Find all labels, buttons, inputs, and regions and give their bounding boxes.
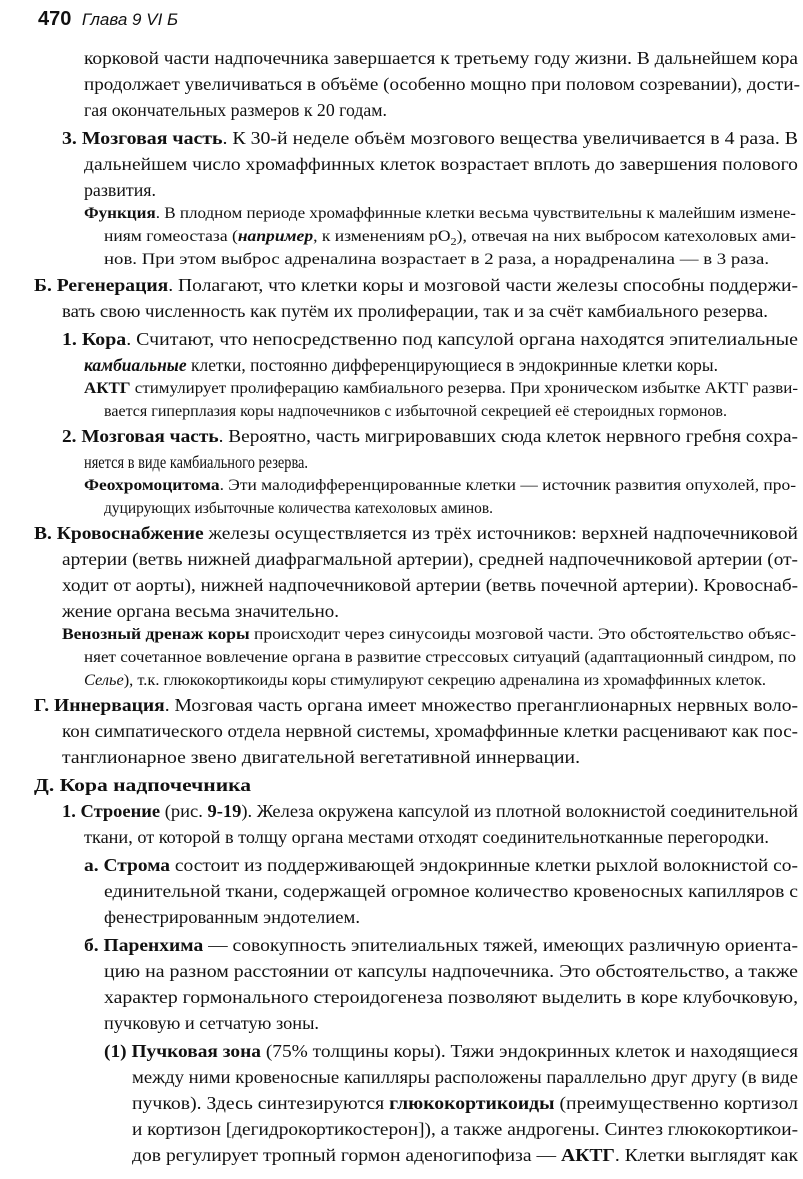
text-line-content bbox=[62, 603, 339, 621]
text-run: стимулирует пролиферацию камбиального резерва. При хроническом избытке АКТГ разви- bbox=[130, 380, 798, 397]
text-line bbox=[62, 747, 581, 767]
text-run: ). Железа окружена капсулой из плотной волокнистой соединительной bbox=[241, 801, 798, 821]
text-line bbox=[104, 228, 797, 249]
text-run: . Мозговая часть органа имеет множество преганглионарных нервных воло- bbox=[164, 695, 799, 715]
text-run: камбиальные bbox=[84, 355, 187, 375]
text-line-content bbox=[84, 357, 718, 375]
text-line bbox=[34, 523, 799, 543]
text-run: 3. Мозговая часть bbox=[62, 128, 223, 148]
text-line bbox=[104, 961, 798, 981]
text-line bbox=[104, 1013, 319, 1033]
text-line bbox=[84, 154, 798, 174]
text-run: цию на разном расстоянии от капсулы надпочечника. Это обстоятельство, а также bbox=[104, 961, 798, 981]
text-line-content bbox=[84, 76, 800, 94]
text-line bbox=[132, 1145, 798, 1165]
text-run: единительной ткани, содержащей огромное количество кровеносных капилляров с bbox=[104, 881, 798, 901]
text-run: (рис. bbox=[160, 801, 208, 821]
text-line bbox=[84, 649, 796, 666]
text-line-content bbox=[84, 381, 798, 396]
text-line bbox=[104, 501, 492, 516]
text-line bbox=[84, 477, 797, 494]
text-line-content bbox=[104, 501, 493, 516]
text-run: 2 bbox=[450, 236, 457, 249]
text-line-content bbox=[132, 1121, 798, 1139]
text-run: состоит из поддерживающей эндокринные клетки рыхлой волокнистой со- bbox=[170, 855, 799, 875]
text-line bbox=[84, 205, 796, 222]
text-run: В. Кровоснабжение bbox=[34, 523, 204, 543]
text-line-content bbox=[132, 1069, 798, 1087]
text-run: между ними кровеносные капилляры расположены параллельно друг другу (в виде bbox=[132, 1067, 798, 1087]
text-line-content bbox=[84, 102, 387, 120]
text-line bbox=[34, 695, 799, 715]
text-line-content bbox=[34, 525, 798, 543]
text-line-content bbox=[84, 937, 798, 955]
text-run: развития. bbox=[84, 180, 157, 200]
text-line bbox=[84, 357, 723, 375]
text-run: ), т.к. глюкокортикоиды коры стимулируют секрецию адреналина из хромаффинных клеток. bbox=[123, 672, 767, 689]
text-line-content bbox=[84, 50, 798, 68]
text-line bbox=[104, 1041, 799, 1061]
text-line-content bbox=[62, 130, 798, 148]
text-run: ниям гомеостаза ( bbox=[104, 228, 238, 245]
text-line bbox=[132, 1093, 799, 1113]
text-line-content bbox=[104, 989, 798, 1007]
text-run: характер гормонального стероидогенеза позволяют выделить в коре клубочковую, bbox=[104, 987, 799, 1007]
text-run: 1. Строение bbox=[62, 801, 161, 821]
text-run: гая окончательных размеров к 20 годам. bbox=[84, 100, 387, 120]
text-run: железы осуществляется из трёх источников: верхней надпочечниковой bbox=[203, 523, 799, 543]
text-line-content bbox=[62, 331, 798, 349]
text-line-content bbox=[104, 404, 727, 419]
text-line-content bbox=[104, 1043, 798, 1061]
text-run: кон симпатического отдела нервной системы, хромаффинные клетки расценивают как пос- bbox=[62, 721, 798, 741]
text-line-content bbox=[84, 829, 769, 847]
text-line bbox=[62, 128, 798, 148]
text-line-content bbox=[104, 963, 798, 981]
text-line-content bbox=[34, 777, 251, 795]
text-line bbox=[84, 74, 800, 94]
text-run: танглионарное звено двигательной вегетативной иннервации. bbox=[62, 747, 581, 767]
text-run: , к изменениям pO bbox=[313, 228, 451, 245]
text-line-content bbox=[104, 229, 796, 248]
text-line bbox=[104, 987, 799, 1007]
text-line bbox=[84, 100, 387, 120]
text-run: корковой части надпочечника завершается к третьему году жизни. В дальнейшем кора bbox=[84, 48, 798, 68]
text-run: Г. Иннервация bbox=[34, 695, 165, 715]
text-line-content bbox=[84, 478, 796, 493]
text-line-content bbox=[104, 883, 798, 901]
text-run: ткани, от которой в толщу органа местами отходят соединительнотканные перегородки. bbox=[84, 827, 769, 847]
text-line bbox=[62, 301, 768, 321]
text-line bbox=[84, 855, 799, 875]
text-line-content bbox=[84, 673, 766, 688]
text-line bbox=[62, 626, 797, 643]
text-line bbox=[84, 827, 769, 847]
text-run: . Считают, что непосредственно под капсулой органа находятся эпителиальные bbox=[126, 329, 798, 349]
text-run: пучковую и сетчатую зоны. bbox=[104, 1013, 319, 1033]
text-line-content bbox=[62, 723, 798, 741]
page-number: 470 bbox=[38, 8, 72, 30]
text-run: (75% толщины коры). Тяжи эндокринных клеток и находящиеся bbox=[260, 1041, 799, 1061]
text-line bbox=[104, 907, 360, 927]
text-run: Феохромоцитома bbox=[84, 477, 220, 494]
text-run: . Вероятно, часть мигрировавших сюда клеток нервного гребня сохра- bbox=[218, 426, 798, 446]
text-line-content bbox=[62, 749, 580, 767]
text-run: 2. Мозговая часть bbox=[62, 426, 219, 446]
text-line bbox=[34, 275, 798, 295]
text-line bbox=[34, 775, 252, 795]
text-run: дальнейшем число хромаффинных клеток возрастает вплоть до завершения полового bbox=[84, 154, 798, 174]
text-line-content bbox=[84, 454, 308, 472]
text-run: ), отвечая на них выбросом катехоловых ами- bbox=[456, 228, 797, 245]
text-run: . Клетки выглядят как bbox=[614, 1145, 798, 1165]
text-run: . В плодном периоде хромаффинные клетки весьма чувствительны к малейшим измене- bbox=[155, 205, 796, 222]
text-line bbox=[62, 801, 798, 821]
text-run: жение органа весьма значительно. bbox=[62, 601, 339, 621]
text-run: продолжает увеличиваться в объёме (особенно мощно при половом созревании), дости- bbox=[84, 74, 800, 94]
text-line bbox=[132, 1067, 798, 1087]
text-line-content bbox=[34, 277, 798, 295]
text-line bbox=[104, 403, 727, 420]
text-run: АКТГ bbox=[84, 380, 131, 397]
text-run: б. Паренхима bbox=[84, 935, 204, 955]
text-run: Функция bbox=[84, 205, 156, 222]
text-run: пучков). Здесь синтезируются bbox=[132, 1093, 390, 1113]
text-run: например bbox=[237, 228, 314, 245]
text-run: . Эти малодифференцированные клетки — источник развития опухолей, про- bbox=[219, 477, 797, 494]
text-run: клетки, постоянно дифференцирующиеся в эндокринные клетки коры. bbox=[186, 355, 718, 375]
text-line-content bbox=[104, 1015, 319, 1033]
chapter-title: Глава 9 VI Б bbox=[81, 10, 179, 29]
text-line-content bbox=[84, 156, 798, 174]
text-run: 1. Кора bbox=[62, 329, 127, 349]
text-line bbox=[62, 426, 798, 446]
text-run: Д. Кора надпочечника bbox=[34, 775, 252, 795]
text-line-content bbox=[132, 1147, 798, 1165]
text-line bbox=[62, 601, 339, 621]
text-line bbox=[84, 454, 358, 472]
text-line bbox=[62, 329, 798, 349]
text-run: Венозный дренаж коры bbox=[62, 626, 250, 643]
text-line bbox=[62, 721, 798, 741]
text-run: глюкокортикоиды bbox=[389, 1093, 555, 1113]
text-line-content bbox=[62, 627, 796, 642]
text-run: фенестрированным эндотелием. bbox=[104, 907, 360, 927]
text-line bbox=[62, 549, 798, 569]
text-run: (1) Пучковая зона bbox=[104, 1041, 261, 1061]
text-run: вается гиперплазия коры надпочечников с избыточной секрецией её стероидных гормонов. bbox=[104, 403, 727, 420]
text-line bbox=[132, 1119, 798, 1139]
text-line-content bbox=[62, 428, 798, 446]
text-run: происходит через синусоиды мозговой части. Это обстоятельство объяс- bbox=[249, 626, 797, 643]
text-line-content bbox=[104, 909, 360, 927]
text-line-content bbox=[34, 697, 798, 715]
text-line-content bbox=[84, 857, 798, 875]
text-run: нов. При этом выброс адреналина возрастает в 2 раза, а норадреналина — в 3 раза. bbox=[104, 251, 770, 268]
text-line bbox=[84, 672, 767, 689]
text-line bbox=[62, 575, 799, 595]
text-run: ходит от аорты), нижней надпочечниковой артерии (ветвь почечной артерии). Кровоснаб- bbox=[62, 575, 799, 595]
text-line bbox=[84, 380, 798, 397]
text-line bbox=[84, 48, 798, 68]
text-run: . К 30-й неделе объём мозгового вещества увеличивается в 4 раза. В bbox=[222, 128, 798, 148]
text-line bbox=[84, 182, 155, 200]
text-run: Б. Регенерация bbox=[34, 275, 169, 295]
text-run: дов регулирует тропный гормон аденогипофиза — bbox=[132, 1145, 561, 1165]
text-line bbox=[104, 881, 798, 901]
text-run: (преимущественно кортизол bbox=[554, 1093, 799, 1113]
text-run: няет сочетанное вовлечение органа в развитие стрессовых ситуаций (адаптационный синдром, по bbox=[84, 649, 796, 666]
text-line-content bbox=[132, 1095, 798, 1113]
text-run: . Полагают, что клетки коры и мозговой части железы способны поддержи- bbox=[168, 275, 798, 295]
text-line-content bbox=[84, 182, 156, 200]
text-line-content bbox=[84, 206, 796, 221]
text-line bbox=[104, 251, 770, 268]
text-run: АКТГ bbox=[560, 1145, 615, 1165]
text-run: и кортизон [дегидрокортикостерон]), а также андрогены. Синтез глюкокортикои- bbox=[132, 1119, 798, 1139]
text-line-content bbox=[62, 803, 798, 821]
text-line-content bbox=[104, 252, 769, 267]
text-line-content bbox=[62, 303, 768, 321]
text-line-content bbox=[84, 650, 796, 665]
text-line-content bbox=[62, 577, 798, 595]
text-run: дуцирующих избыточные количества катехоловых аминов. bbox=[104, 500, 494, 517]
text-run: вать свою численность как путём их пролиферации, так и за счёт камбиального резерва. bbox=[62, 301, 768, 321]
text-run: 9-19 bbox=[207, 801, 242, 821]
text-run: артерии (ветвь нижней диафрагмальной артерии), средней надпочечниковой артерии (от- bbox=[62, 549, 798, 569]
page-header bbox=[38, 8, 178, 31]
text-line bbox=[84, 935, 798, 955]
text-run: няется в виде камбиального резерва. bbox=[84, 452, 309, 472]
text-run: — совокупность эпителиальных тяжей, имеющих различную ориента- bbox=[203, 935, 798, 955]
text-run: а. Строма bbox=[84, 855, 171, 875]
text-run: Селье bbox=[84, 672, 124, 689]
text-line-content bbox=[62, 551, 798, 569]
